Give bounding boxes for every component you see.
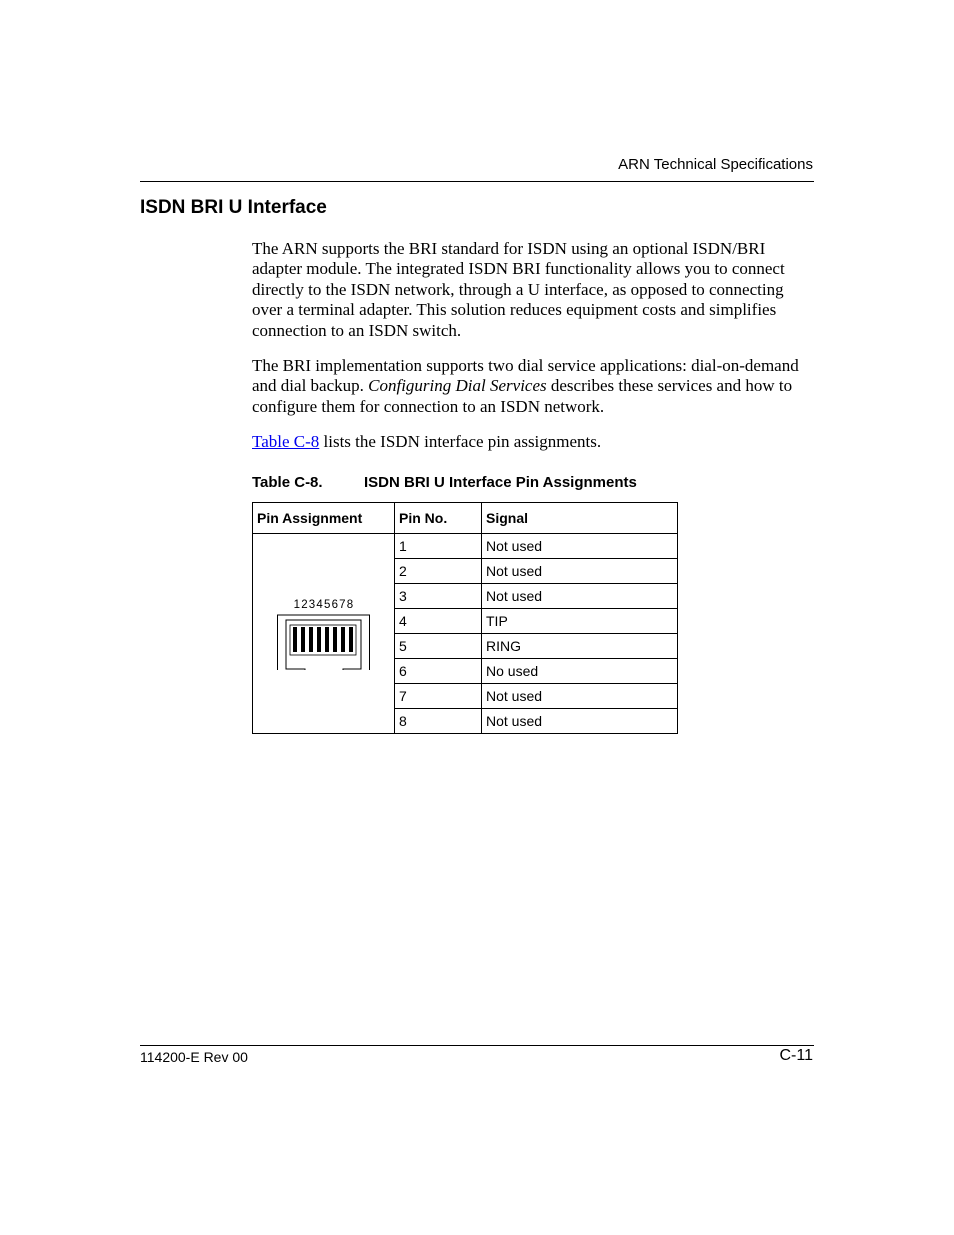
running-header: ARN Technical Specifications	[618, 156, 813, 173]
pin-signal: Not used	[482, 559, 678, 584]
table-caption	[252, 474, 637, 491]
pin-signal: No used	[482, 659, 678, 684]
pin-number: 2	[395, 559, 482, 584]
pin-number: 6	[395, 659, 482, 684]
connector-contact-area	[290, 625, 356, 655]
footer-rule	[140, 1045, 814, 1046]
pin-assignment-table	[252, 502, 678, 734]
table-row	[253, 534, 678, 559]
book-title-reference: Configuring Dial Services	[368, 376, 547, 396]
header-pin-no: Pin No.	[395, 503, 482, 534]
connector-pin-numbers: 12345678	[293, 599, 355, 611]
paragraph-dial-services	[252, 356, 812, 417]
pin-signal: RING	[482, 634, 678, 659]
table-header-row	[253, 503, 678, 534]
header-pin-assignment: Pin Assignment	[253, 503, 395, 534]
table-caption-title: ISDN BRI U Interface Pin Assignments	[364, 474, 637, 491]
paragraph-text: lists the ISDN interface pin assignments.	[319, 432, 602, 451]
paragraph-text: describes these services and how to configure them for connection to an ISDN network.	[252, 376, 793, 416]
pin-signal: Not used	[482, 709, 678, 734]
pin-number: 7	[395, 684, 482, 709]
connector-diagram-cell	[253, 534, 395, 734]
pin-signal: TIP	[482, 609, 678, 634]
pin-number: 1	[395, 534, 482, 559]
section-title: ISDN BRI U Interface	[140, 197, 327, 218]
table-caption-label: Table C-8.	[252, 474, 323, 491]
header-signal: Signal	[482, 503, 678, 534]
pin-number: 5	[395, 634, 482, 659]
connector-contacts	[293, 627, 353, 652]
page-number: C-11	[779, 1047, 813, 1064]
table-c8-link[interactable]: Table C-8	[252, 432, 320, 451]
paragraph-text: The BRI implementation supports two dial service applications: dial-on-demand and dial backup.	[252, 356, 799, 396]
paragraph-table-reference	[252, 432, 812, 452]
document-number: 114200-E Rev 00	[140, 1049, 248, 1065]
paragraph-intro: The ARN supports the BRI standard for ISDN using an optional ISDN/BRI adapter module. The integrated ISDN BRI functionality allows you to connect directly to the ISDN network, through a U interface, as opposed to connecting over a terminal adapter. This solution reduces equipment costs and simplifies connection to an ISDN switch.	[252, 239, 785, 340]
rj45-connector-diagram	[276, 565, 394, 670]
pin-number: 3	[395, 584, 482, 609]
header-rule	[140, 181, 814, 182]
pin-signal: Not used	[482, 534, 678, 559]
pin-signal: Not used	[482, 684, 678, 709]
pin-number: 4	[395, 609, 482, 634]
pin-signal: Not used	[482, 584, 678, 609]
pin-number: 8	[395, 709, 482, 734]
